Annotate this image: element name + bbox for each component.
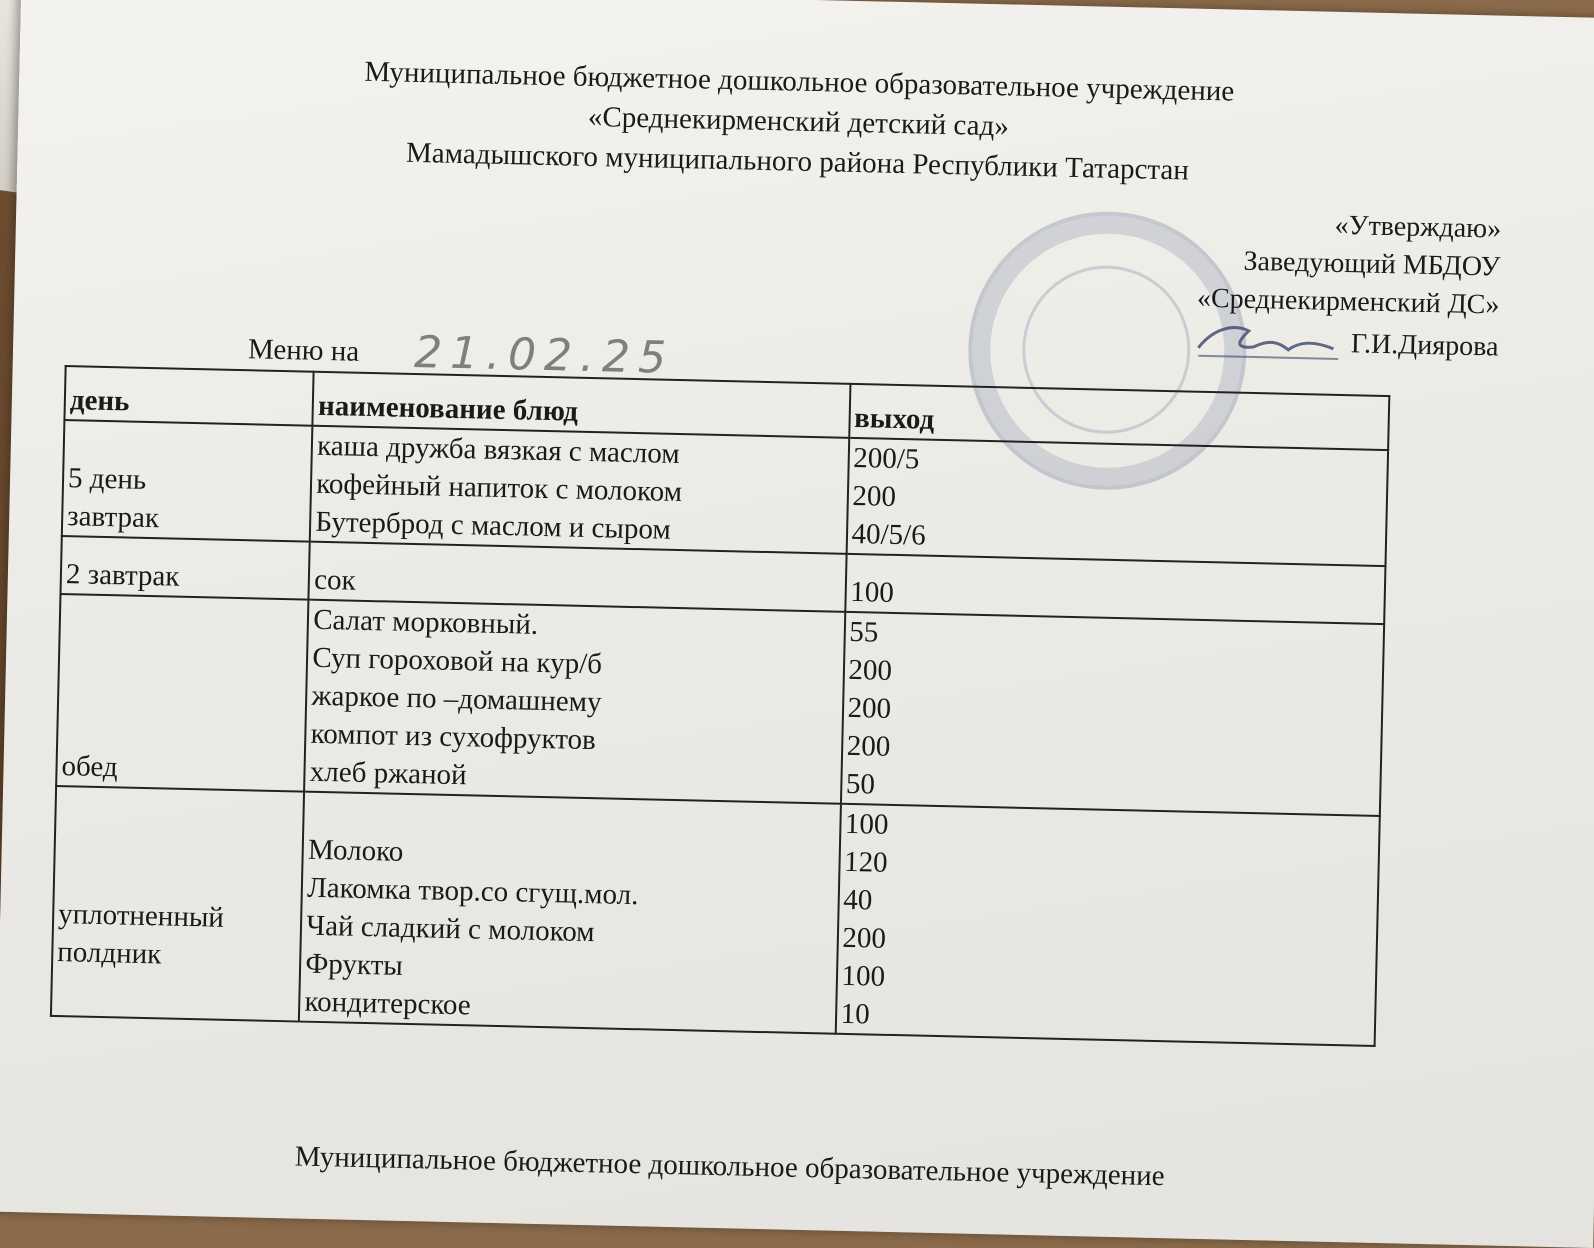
output-text: 40 — [842, 883, 873, 917]
dish-text: сок — [313, 563, 356, 597]
dish-cell — [304, 600, 844, 804]
day-text: завтрак — [66, 500, 160, 535]
output-text: 10 — [840, 997, 871, 1031]
header-line-1: Муниципальное бюджетное дошкольное образовательное учреждение — [364, 55, 1235, 108]
output-text: 200 — [848, 653, 893, 687]
table-row — [56, 594, 1384, 816]
day-cell — [56, 594, 309, 792]
output-cell — [840, 612, 1384, 816]
output-text: 40/5/6 — [851, 517, 927, 552]
dish-text: компот из сухофруктов — [310, 717, 597, 757]
header-dish: наименование блюд — [313, 372, 850, 438]
day-cell — [62, 420, 313, 542]
dish-text: Суп гороховой на кур/б — [312, 641, 603, 681]
dish-text: каша дружба вязкая с маслом — [316, 429, 680, 471]
day-text: обед — [61, 750, 119, 784]
dish-text: Чай сладкий с молоком — [305, 909, 595, 949]
dish-cell — [299, 792, 840, 1034]
dish-text: хлеб ржаной — [309, 755, 467, 792]
dish-text: кофейный напиток с молоком — [315, 467, 683, 509]
output-text: 200 — [852, 479, 897, 513]
output-text: 200 — [847, 691, 892, 725]
output-cell — [846, 438, 1388, 566]
day-text: 5 день — [67, 462, 147, 496]
signature-row — [1193, 318, 1499, 367]
menu-label: Меню на — [247, 333, 360, 368]
header-day: день — [64, 366, 313, 426]
output-text: 100 — [844, 807, 889, 841]
approver-org: «Среднекирменский ДС» — [1196, 282, 1500, 321]
table-row — [51, 786, 1380, 1046]
signature-icon — [1193, 318, 1344, 363]
header-line-3: Мамадышского муниципального района Республики Татарстан — [405, 136, 1190, 187]
output-text: 55 — [849, 615, 879, 649]
dish-text: Молоко — [307, 833, 404, 868]
output-cell — [835, 804, 1380, 1046]
dish-text: Лакомка твор.со сгущ.мол. — [306, 871, 639, 912]
dish-text: кондитерское — [304, 985, 472, 1022]
dish-text: жаркое по –домашнему — [311, 679, 602, 719]
menu-title — [247, 315, 675, 384]
output-text: 120 — [843, 845, 889, 879]
approver-name: Г.И.Диярова — [1350, 328, 1499, 363]
day-text: 2 завтрак — [65, 558, 180, 593]
dish-text: Салат морковный. — [312, 603, 539, 641]
output-text: 100 — [849, 575, 895, 609]
output-text: 200 — [842, 921, 887, 955]
approve-label: «Утверждаю» — [1334, 209, 1502, 245]
menu-date: 21.02.25 — [413, 326, 675, 384]
day-text: полдник — [57, 936, 162, 971]
day-text: уплотненный — [57, 898, 225, 934]
approver-position: Заведующий МБДОУ — [1243, 245, 1501, 283]
day-cell — [60, 536, 310, 600]
dish-cell — [310, 426, 849, 554]
header-line-2: «Среднекирменский детский сад» — [587, 100, 1010, 143]
institution-header — [17, 44, 1579, 199]
output-text: 100 — [841, 959, 886, 993]
dish-text: Фрукты — [305, 947, 404, 982]
approval-block — [1193, 204, 1502, 367]
dish-text: Бутерброд с маслом и сыром — [315, 505, 672, 546]
output-text: 200/5 — [852, 441, 920, 476]
output-text: 50 — [845, 767, 876, 801]
day-cell — [51, 786, 304, 1022]
header-output: выход — [849, 384, 1390, 450]
output-text: 200 — [846, 729, 891, 763]
menu-table — [50, 365, 1390, 1047]
footer-line: Муниципальное бюджетное дошкольное образовательное учреждение — [294, 1140, 1165, 1193]
